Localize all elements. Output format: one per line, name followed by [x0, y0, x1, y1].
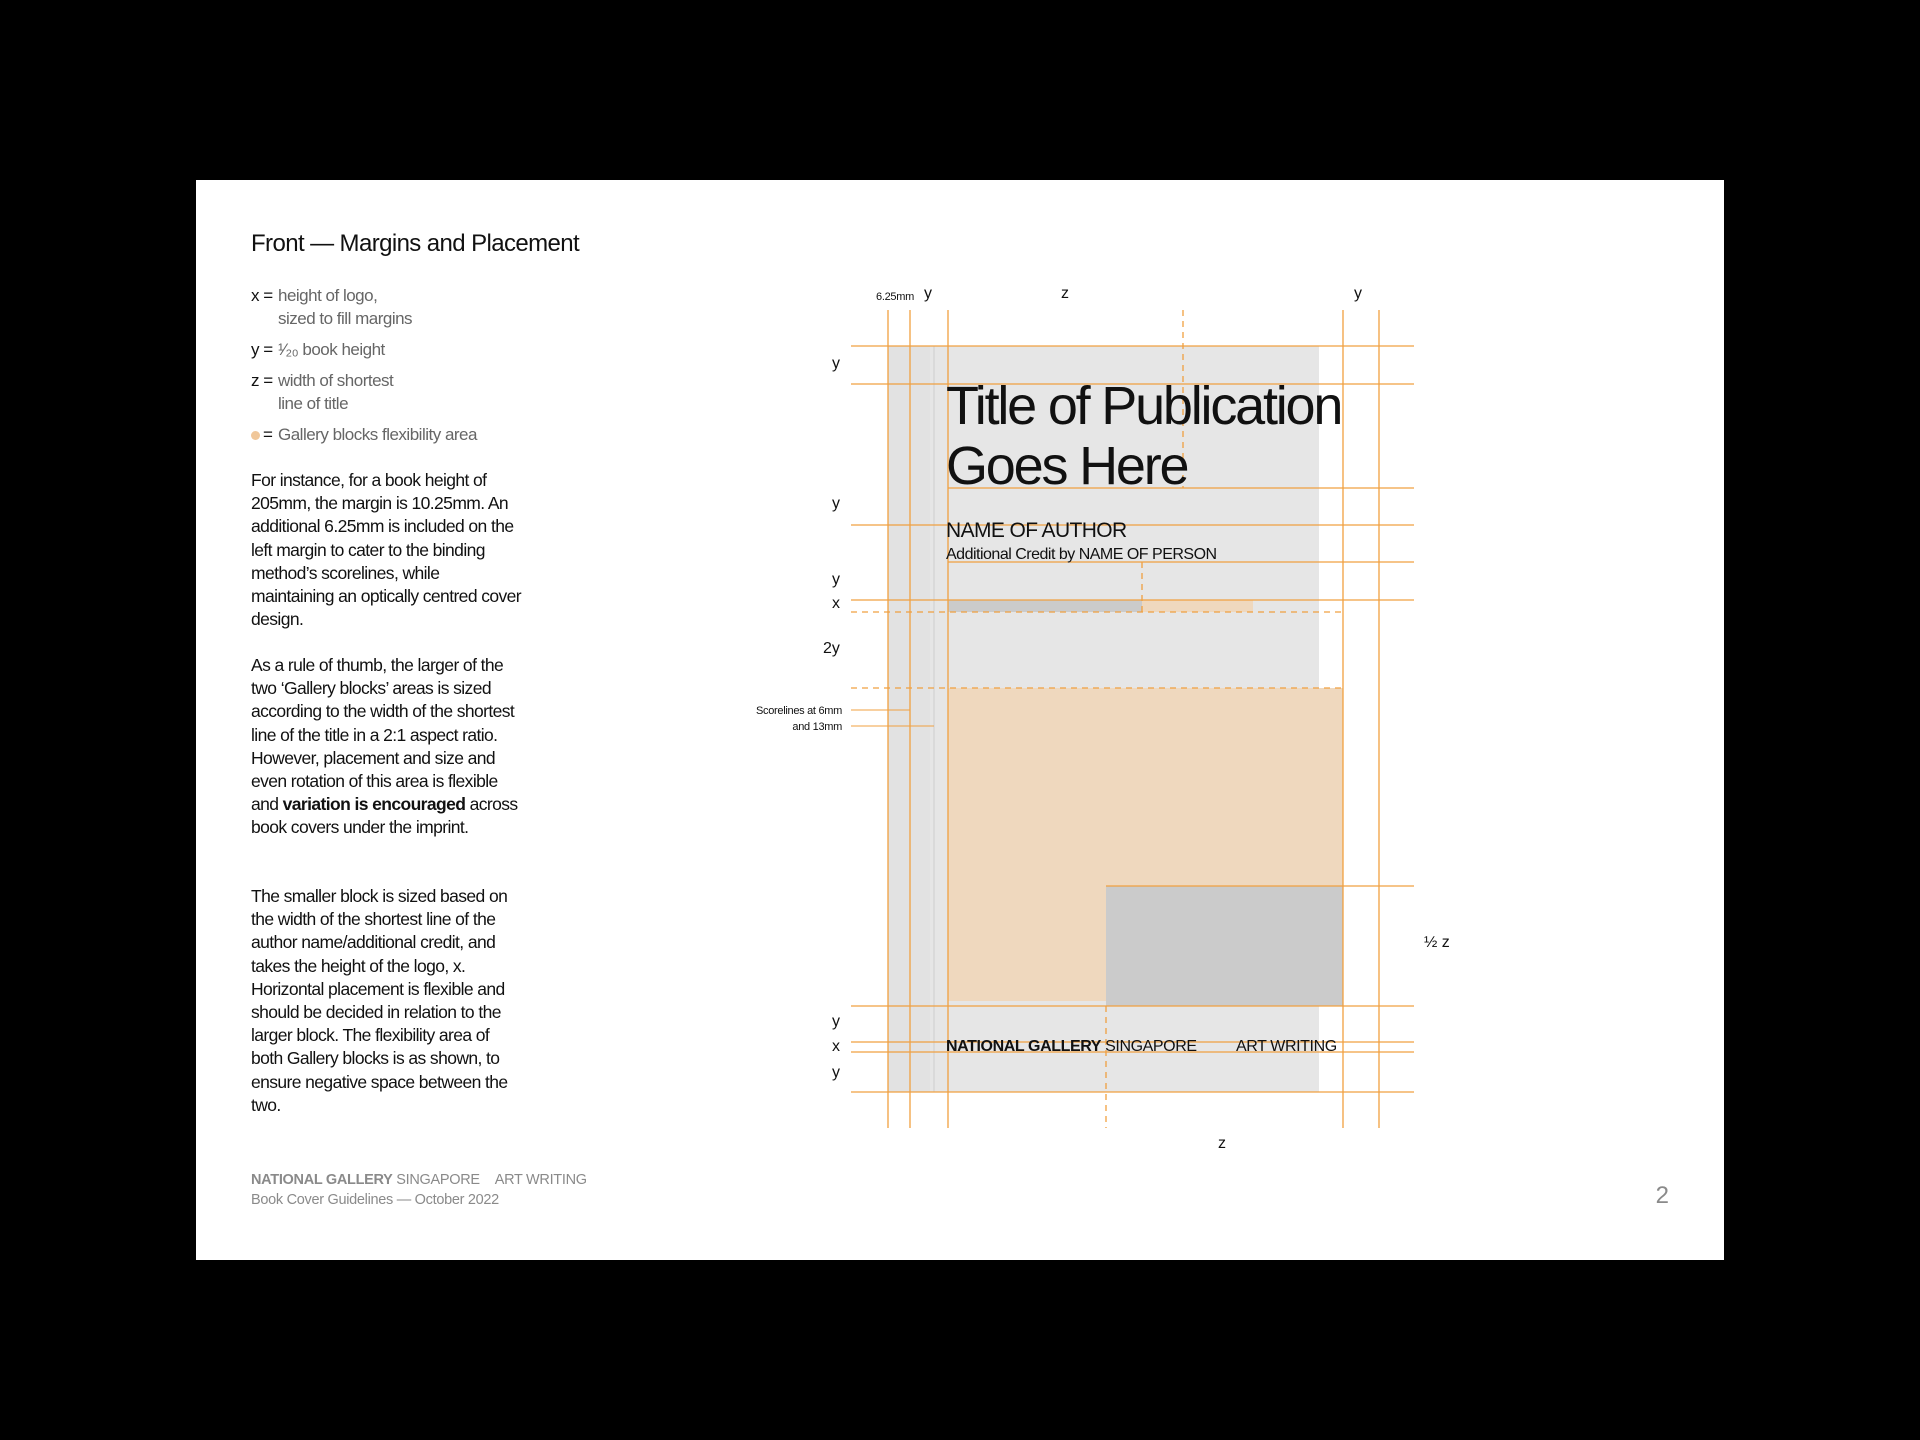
- dim-label-x2: x: [832, 1038, 840, 1055]
- legend-item-x: x = height of logo, sized to fill margins: [251, 286, 413, 328]
- binding-strip: [888, 346, 930, 1092]
- large-gallery-block: [1106, 886, 1343, 1006]
- dim-label-625mm: 6.25mm: [876, 291, 914, 303]
- dim-label-top-y-left: y: [924, 285, 932, 302]
- footer-subtitle: Book Cover Guidelines — October 2022: [251, 1192, 499, 1208]
- footer: [251, 1170, 587, 1210]
- dim-label-top-z: z: [1061, 285, 1069, 302]
- dim-label-bottom-z: z: [1218, 1135, 1226, 1152]
- dim-label-y4: y: [832, 1013, 840, 1030]
- body-paragraph-2: As a rule of thumb, the larger of the two ‘Gallery blocks’ areas is sized according to the width of the shortest line of the title in a 2:1 aspect ratio. However, placement and size and even rotation of this area is flexible and variation is encouraged across book covers under the imprint.: [251, 655, 518, 838]
- legend: [251, 284, 477, 454]
- dim-label-y3: y: [832, 571, 840, 588]
- cover-author: NAME OF AUTHOR: [946, 519, 1127, 542]
- body-paragraph-3: The smaller block is sized based on the width of the shortest line of the author name/additional credit, and takes the height of the logo, x. Horizontal placement is flexible and should be decided in relation to the larger block. The flexibility area of both Gallery blocks is as shown, to ensure negative space between the two.: [251, 886, 508, 1115]
- dim-label-x1: x: [832, 595, 840, 612]
- dim-label-half-z: ½ z: [1424, 934, 1450, 951]
- dim-label-top-y-right: y: [1354, 285, 1362, 302]
- cover-title: Title of Publication Goes Here: [946, 376, 1342, 496]
- dim-label-y5: y: [832, 1064, 840, 1081]
- guideline-sheet: [196, 180, 1724, 1260]
- dim-label-2y: 2y: [823, 640, 840, 657]
- dim-label-y1: y: [832, 355, 840, 372]
- small-gallery-block: [948, 600, 1142, 612]
- page-number: 2: [1655, 1182, 1669, 1209]
- cover-logo: NATIONAL GALLERY SINGAPORE: [946, 1038, 1197, 1055]
- cover-credit: Additional Credit by NAME OF PERSON: [946, 546, 1217, 563]
- footer-brand: NATIONAL GALLERY SINGAPORE ART WRITING: [251, 1172, 587, 1188]
- flex-area-swatch-icon: [251, 431, 260, 440]
- legend-item-flex-area: = Gallery blocks flexibility area: [251, 423, 477, 446]
- legend-item-z: z = width of shortest line of title: [251, 371, 394, 413]
- legend-item-y: y = ¹⁄₂₀ book height: [251, 340, 385, 359]
- dim-label-y2: y: [832, 495, 840, 512]
- dim-label-scorelines: Scorelines at 6mm and 13mm: [756, 705, 842, 733]
- cover-imprint: ART WRITING: [1236, 1038, 1337, 1055]
- page-title: Front — Margins and Placement: [251, 230, 580, 257]
- body-paragraph-1: For instance, for a book height of 205mm, the margin is 10.25mm. An additional 6.25mm is included on the left margin to cater to the binding method’s scorelines, while maintaining an optically centred cover design.: [251, 470, 522, 630]
